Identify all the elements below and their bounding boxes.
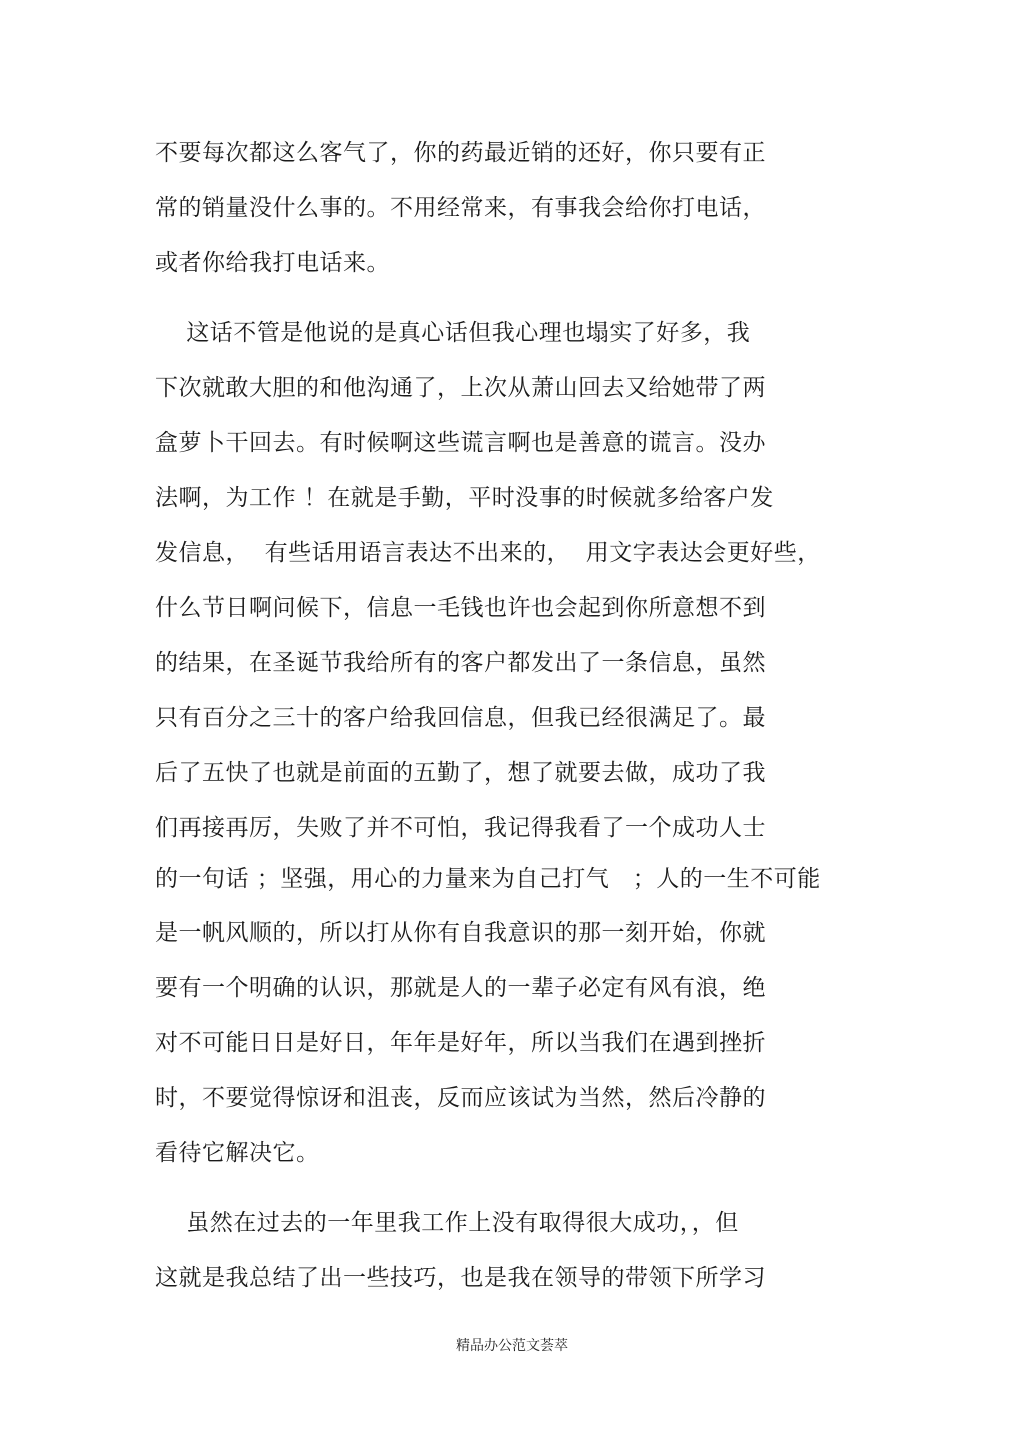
paragraph-2-line-8: 只有百分之三十的客户给我回信息，但我已经很满足了。最 <box>155 705 766 731</box>
paragraph-2-line-5: 发信息， 有些话用语言表达不出来的， 用文字表达会更好些， <box>155 540 821 566</box>
paragraph-3-line-1: 虽然在过去的一年里我工作上没有取得很大成功，，但 <box>155 1210 739 1236</box>
paragraph-2-line-14: 对不可能日日是好日，年年是好年，所以当我们在遇到挫折 <box>155 1030 766 1056</box>
paragraph-2-line-4: 法啊，为工作 ！在就是手勤，平时没事的时候就多给客户发 <box>155 485 774 511</box>
paragraph-2-line-3: 盒萝卜干回去。有时候啊这些谎言啊也是善意的谎言。没办 <box>155 430 766 456</box>
paragraph-2-line-10: 们再接再厉，失败了并不可怕，我记得我看了一个成功人士 <box>155 815 766 841</box>
paragraph-2-line-9: 后了五快了也就是前面的五勤了，想了就要去做，成功了我 <box>155 760 766 786</box>
paragraph-2-line-6: 什么节日啊问候下，信息一毛钱也许也会起到你所意想不到 <box>155 595 766 621</box>
paragraph-2-line-16: 看待它解决它。 <box>155 1140 320 1166</box>
paragraph-2-line-12: 是一帆风顺的，所以打从你有自我意识的那一刻开始，你就 <box>155 920 766 946</box>
paragraph-2-line-7: 的结果，在圣诞节我给所有的客户都发出了一条信息，虽然 <box>155 650 766 676</box>
paragraph-3-line-2: 这就是我总结了出一些技巧，也是我在领导的带领下所学习 <box>155 1265 766 1291</box>
paragraph-2-line-15: 时，不要觉得惊讶和沮丧，反而应该试为当然，然后冷静的 <box>155 1085 766 1111</box>
paragraph-2-line-1: 这话不管是他说的是真心话但我心理也塌实了好多，我 <box>155 320 751 346</box>
paragraph-2-line-11: 的一句话 ；坚强，用心的力量来为自己打气 ；人的一生不可能 <box>155 866 821 892</box>
paragraph-1-line-2: 常的销量没什么事的。不用经常来，有事我会给你打电话， <box>155 195 766 221</box>
page-footer: 精品办公范文荟萃 <box>456 1338 568 1354</box>
paragraph-1-line-1: 不要每次都这么客气了，你的药最近销的还好，你只要有正 <box>155 140 766 166</box>
paragraph-1-line-3: 或者你给我打电话来。 <box>155 250 390 276</box>
paragraph-2-line-2: 下次就敢大胆的和他沟通了，上次从萧山回去又给她带了两 <box>155 375 766 401</box>
paragraph-2-line-13: 要有一个明确的认识，那就是人的一辈子必定有风有浪，绝 <box>155 975 766 1001</box>
